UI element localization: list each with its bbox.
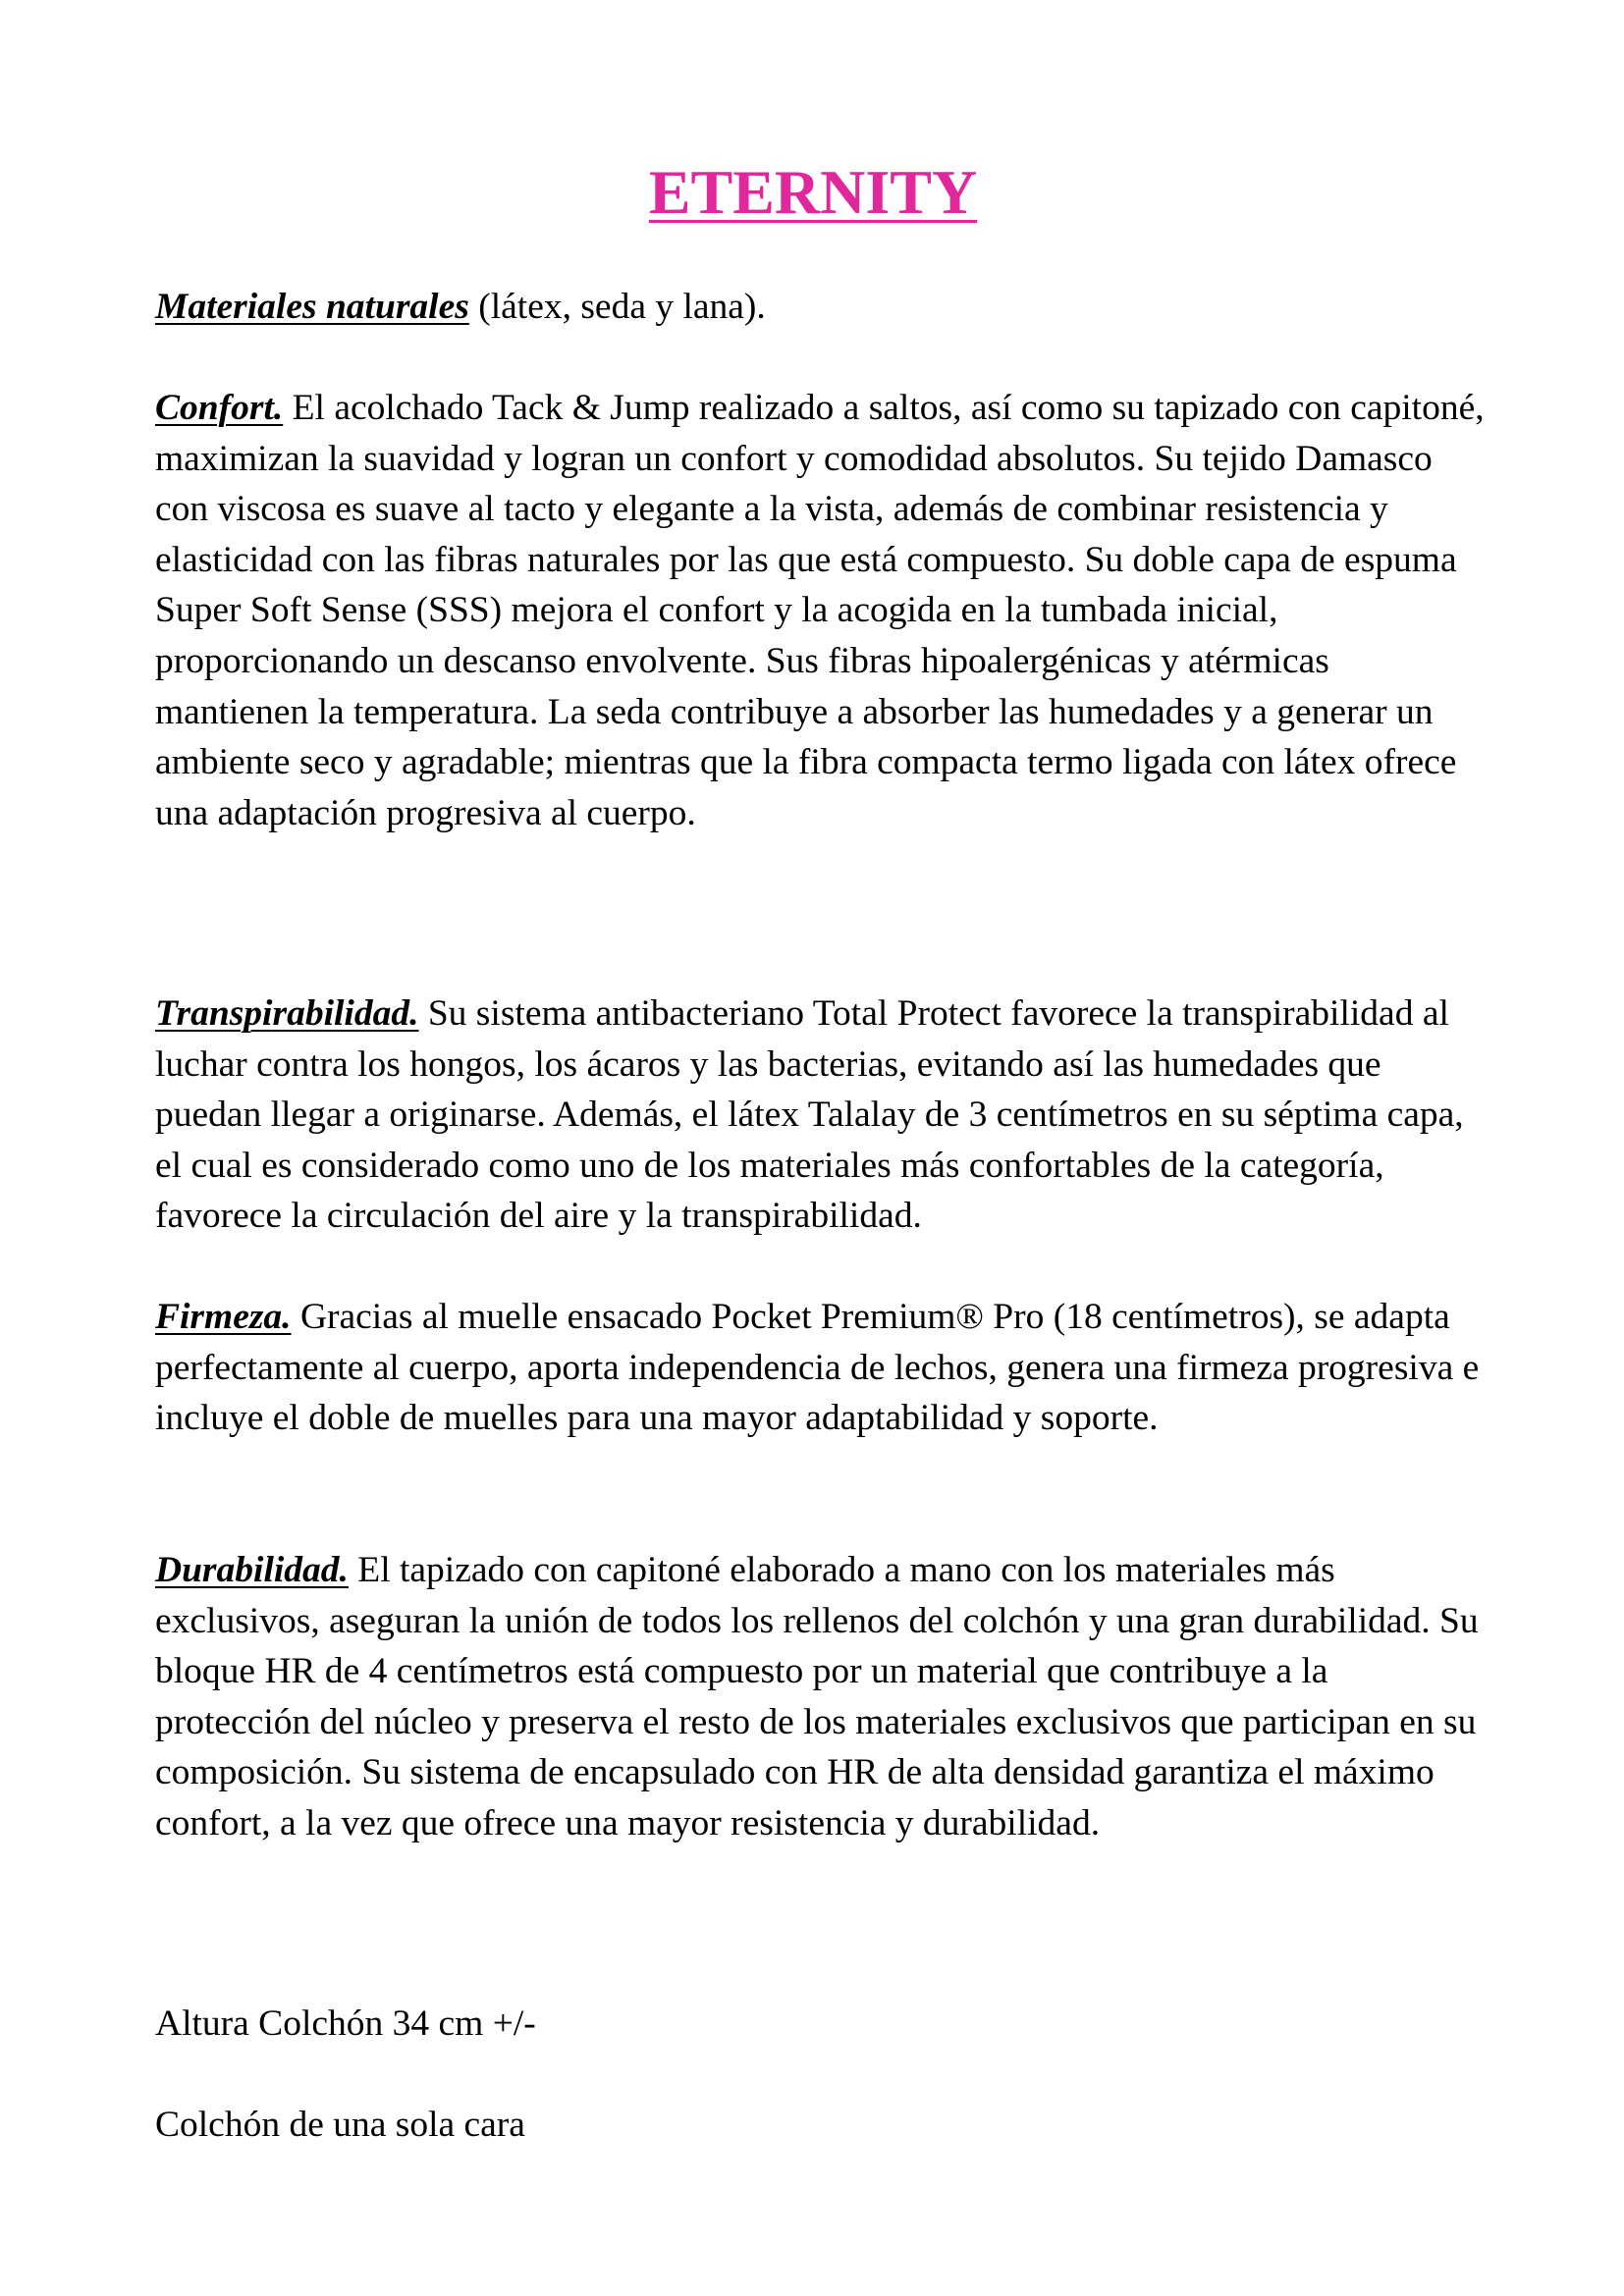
section-firmeza <box>155 1292 1490 1444</box>
section-text: El acolchado Tack & Jump realizado a saltos, así como su tapizado con capitoné, maximizan la suavidad y logran un confort y comodidad absolutos. Su tejido Damasco con viscosa es suave al tacto y elegante a la vista, además de combinar resistencia y elasticidad con las fibras naturales por las que está compuesto. Su doble capa de espuma Super Soft Sense (SSS) mejora el confort y la acogida en la tumbada inicial, proporcionando un descanso envolvente. Sus fibras hipoalergénicas y atérmicas mantienen la temperatura. La seda contribuye a absorber las humedades y a generar un ambiente seco y agradable; mientras que la fibra compacta termo ligada con látex ofrece una adaptación progresiva al cuerpo. <box>155 388 1485 833</box>
section-confort <box>155 383 1490 838</box>
note-una-cara: Colchón de una sola cara <box>155 2105 525 2145</box>
section-heading: Transpirabilidad. <box>155 993 419 1034</box>
section-heading: Firmeza. <box>155 1297 292 1337</box>
document-title: ETERNITY <box>648 157 978 227</box>
section-durabilidad <box>155 1545 1490 1849</box>
section-heading: Materiales naturales <box>155 287 469 327</box>
section-text: El tapizado con capitoné elaborado a mano con los materiales más exclusivos, aseguran la unión de todos los rellenos del colchón y una gran durabilidad. Su bloque HR de 4 centímetros está compuesto por un material que contribuye a la protección del núcleo y preserva el resto de los materiales exclusivos que participan en su composición. Su sistema de encapsulado con HR de alta densidad garantiza el máximo confort, a la vez que ofrece una mayor resistencia y durabilidad. <box>155 1550 1479 1843</box>
section-text: Su sistema antibacteriano Total Protect favorece la transpirabilidad al luchar contra los hongos, los ácaros y las bacterias, evitando así las humedades que puedan llegar a originarse. Además, el látex Talalay de 3 centímetros en su séptima capa, el cual es considerado como uno de los materiales más confortables de la categoría, favorece la circulación del aire y la transpirabilidad. <box>155 993 1464 1237</box>
note-altura: Altura Colchón 34 cm +/- <box>155 2003 536 2044</box>
section-text: Gracias al muelle ensacado Pocket Premium® Pro (18 centímetros), se adapta perfectamente al cuerpo, aporta independencia de lechos, genera una firmeza progresiva e incluye el doble de muelles para una mayor adaptabilidad y soporte. <box>155 1297 1480 1439</box>
section-materiales-naturales <box>155 282 1490 333</box>
section-text: (látex, seda y lana). <box>468 287 766 327</box>
section-heading: Durabilidad. <box>155 1550 349 1590</box>
section-transpirabilidad <box>155 988 1490 1242</box>
section-heading: Confort. <box>155 388 284 428</box>
